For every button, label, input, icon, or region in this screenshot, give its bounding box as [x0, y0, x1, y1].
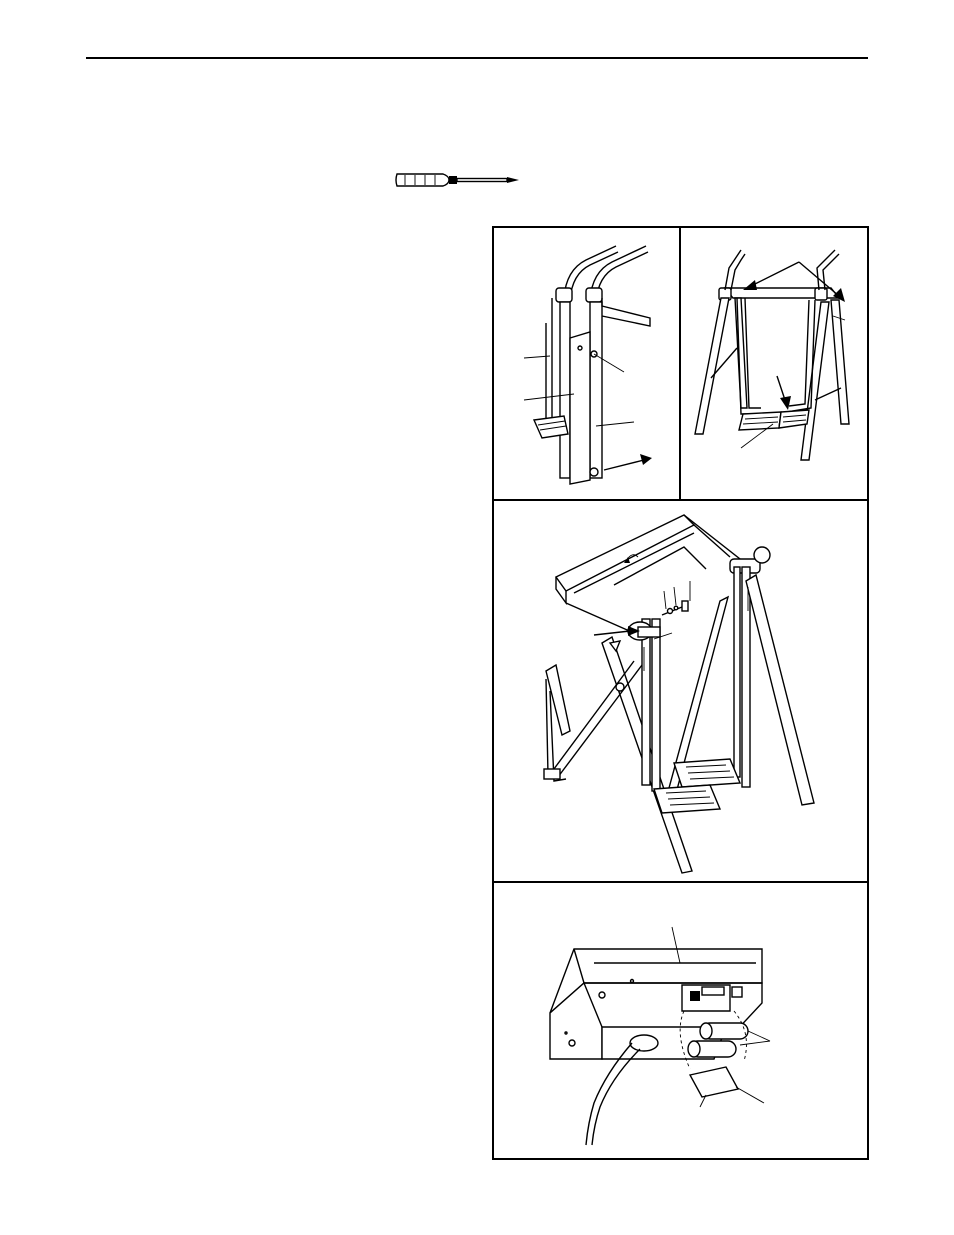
figure-panel-3 [492, 881, 869, 1160]
phillips-screwdriver-icon [393, 166, 523, 194]
figure-panel-1 [492, 226, 869, 501]
figure-panel-2 [492, 499, 869, 883]
figure-1a-folded-frame [494, 228, 679, 499]
figure-1b-unfolded-frame [681, 228, 867, 499]
header-rule [86, 57, 868, 59]
